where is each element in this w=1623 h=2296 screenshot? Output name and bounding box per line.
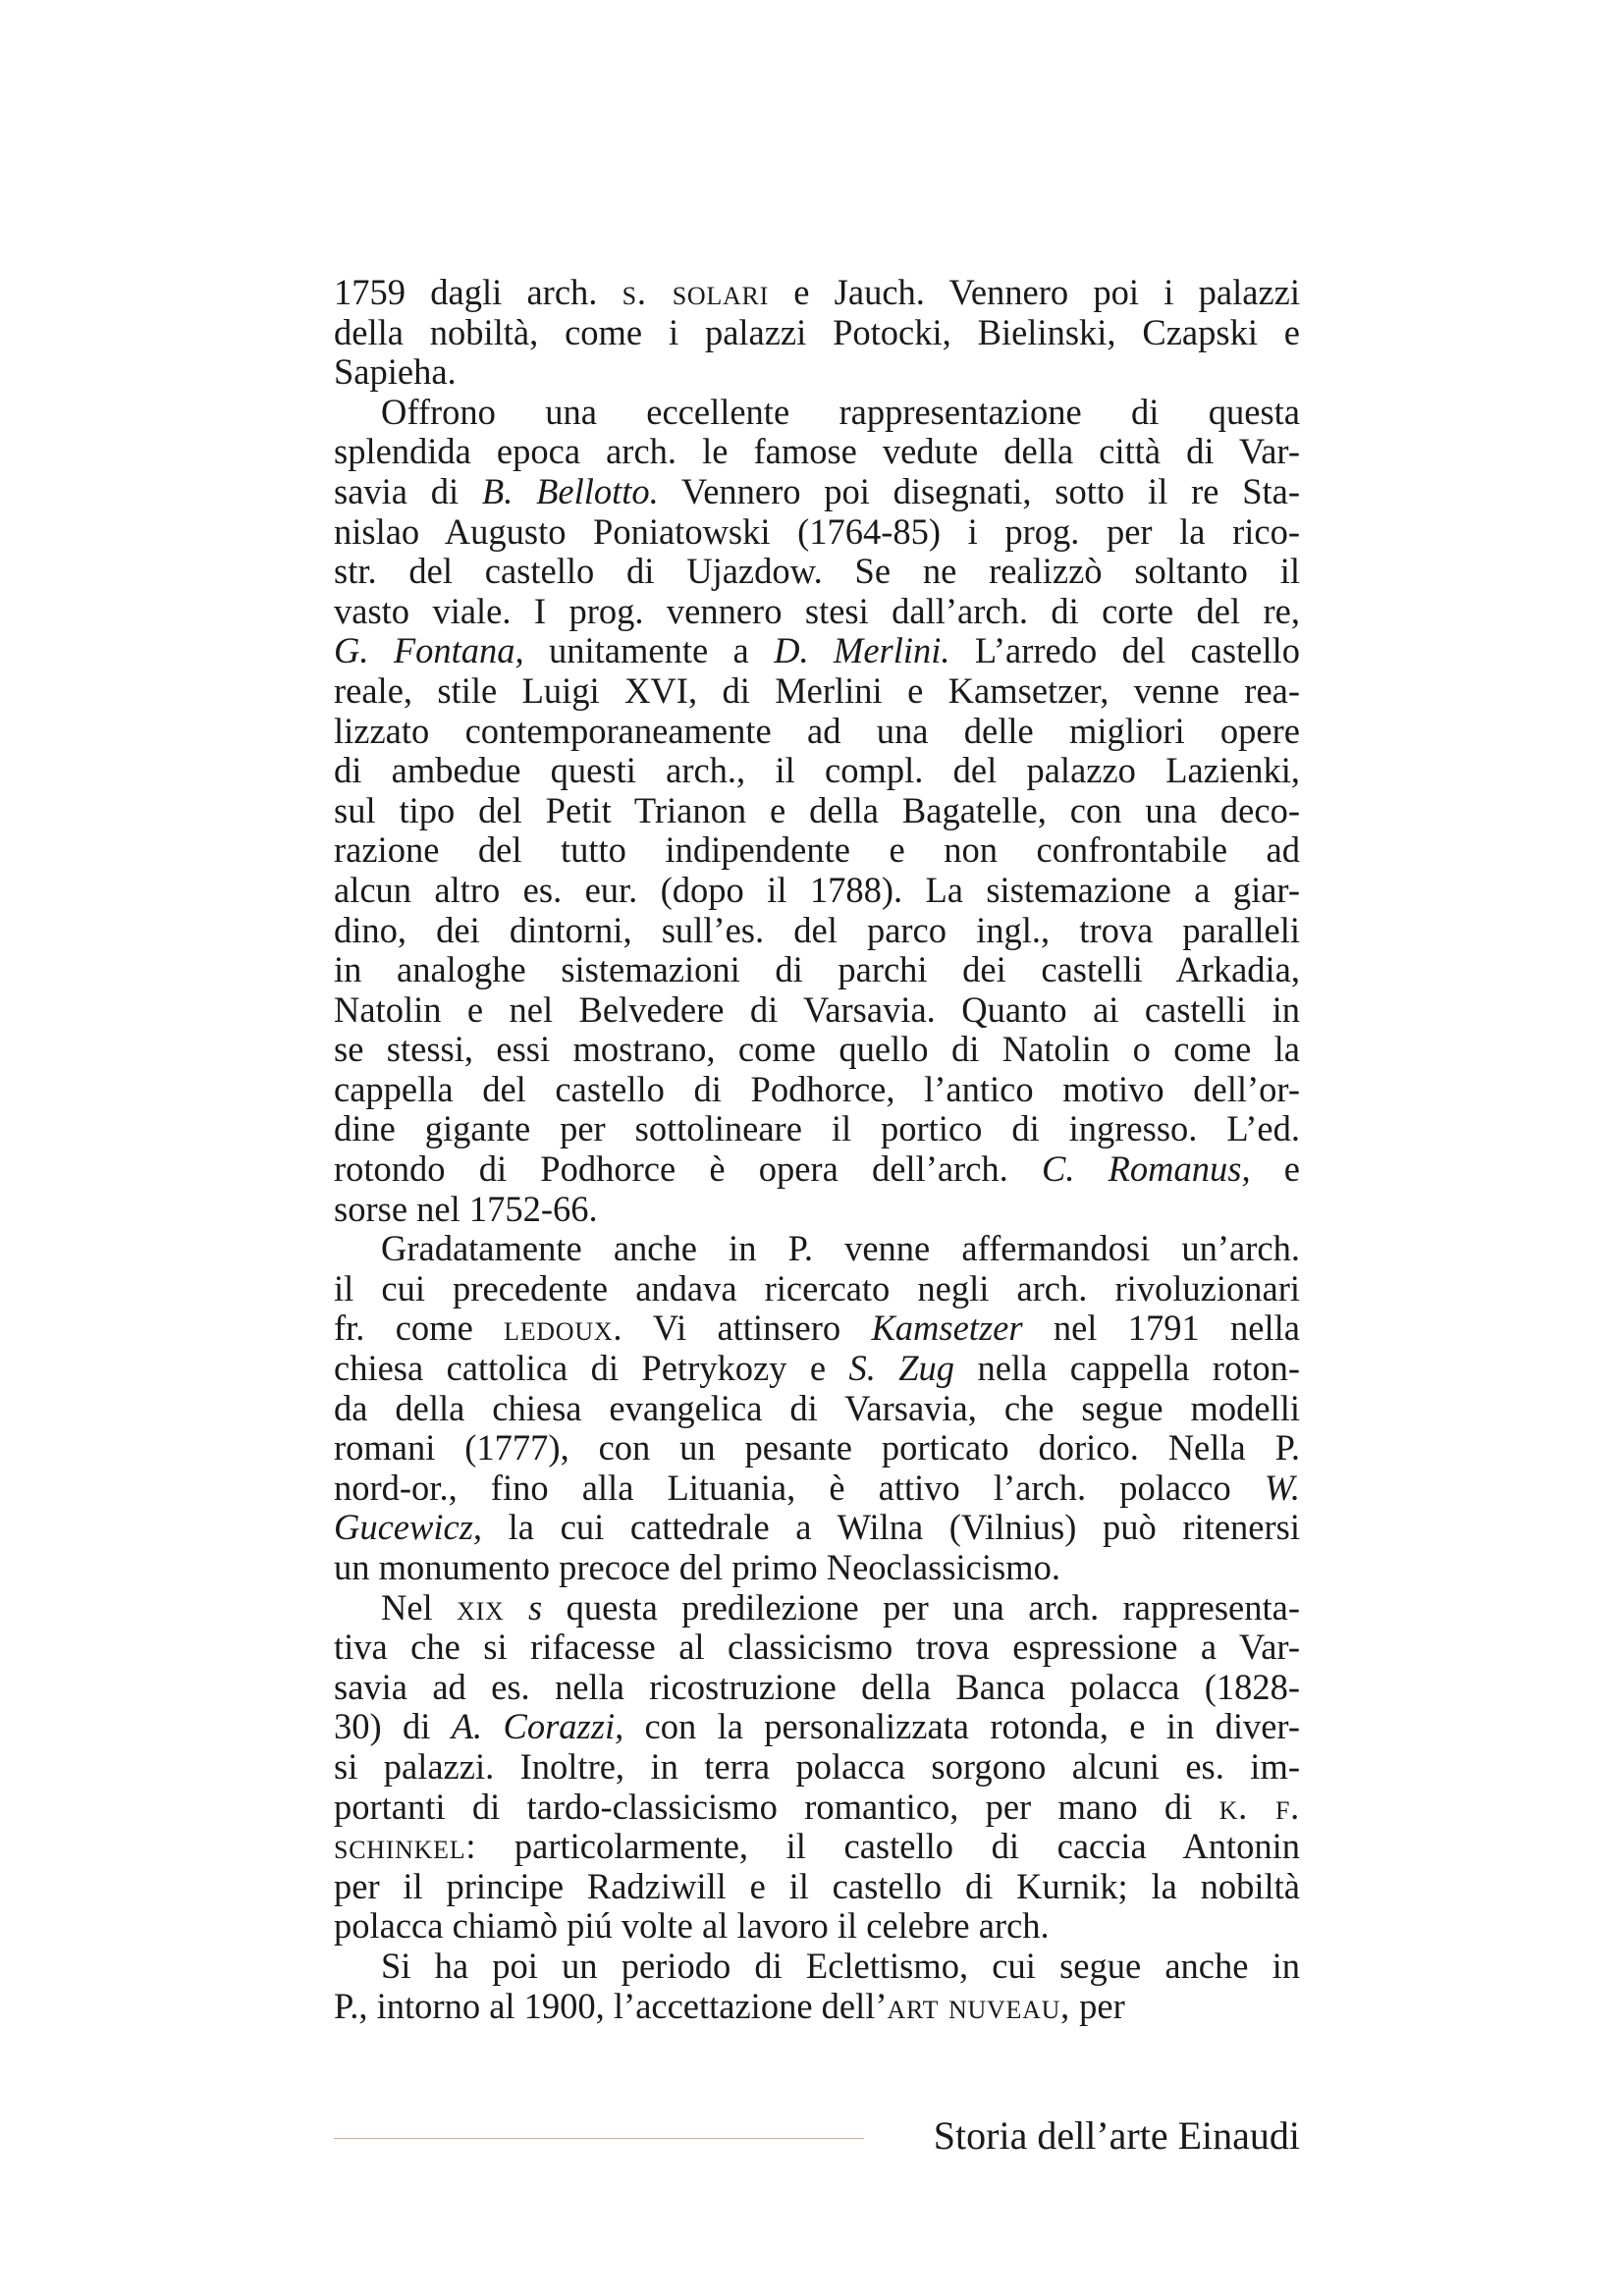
- text-run: particolarmente, il castello di caccia Antonin: [476, 1826, 1300, 1867]
- text-run: dine gigante per sottolineare il portico di ingresso. L’ed.: [334, 1108, 1300, 1149]
- text-line: [334, 1707, 1300, 1747]
- text-line: [334, 552, 1300, 592]
- text-run: di ambedue questi arch., il compl. del palazzo Lazienki,: [334, 750, 1300, 791]
- text-run: nella cappella roton-: [954, 1348, 1300, 1389]
- text-line: [334, 1508, 1300, 1548]
- text-line: [334, 791, 1300, 831]
- text-run: fr. come: [334, 1308, 505, 1349]
- text-run: nord-or., fino alla Lituania, è attivo l’arch. polacco: [334, 1467, 1265, 1508]
- text-run: alcun altro es. eur. (dopo il 1788). La sistemazione a giar-: [334, 869, 1300, 910]
- text-line: [334, 1947, 1300, 1987]
- text-line: [334, 1149, 1300, 1190]
- text-line: [334, 712, 1300, 752]
- text-run: rotondo di Podhorce è opera dell’arch.: [334, 1148, 1042, 1190]
- text-line: [334, 1349, 1300, 1389]
- text-line: [334, 1109, 1300, 1149]
- text-run: nislao Augusto Poniatowski (1764-85) i prog. per la rico-: [334, 510, 1300, 552]
- text-line: [334, 1788, 1300, 1828]
- text-line: [334, 1389, 1300, 1429]
- text-run: sorse nel 1752-66.: [334, 1188, 598, 1229]
- italic-name: A. Corazzi,: [451, 1706, 624, 1747]
- text-line: [334, 871, 1300, 911]
- text-run: se stessi, essi mostrano, come quello di Natolin o come la: [334, 1029, 1300, 1070]
- text-line: [334, 1070, 1300, 1110]
- text-run: lizzato contemporaneamente ad una delle migliori opere: [334, 710, 1300, 751]
- text-line: [334, 1190, 1300, 1230]
- small-caps-reference: art nuveau,: [887, 1985, 1071, 2026]
- text-line: [334, 352, 1300, 393]
- text-line: [334, 1269, 1300, 1309]
- text-run: e: [1250, 1148, 1300, 1190]
- text-line: [334, 1747, 1300, 1788]
- text-run: Si ha poi un periodo di Eclettismo, cui segue anche in: [381, 1945, 1300, 1986]
- text-run: la cui cattedrale a Wilna (Vilnius) può ritenersi: [482, 1507, 1300, 1548]
- text-line: [334, 512, 1300, 553]
- text-line: [334, 1668, 1300, 1708]
- body-text: [334, 273, 1300, 2026]
- text-line: [334, 1628, 1300, 1668]
- text-run: si palazzi. Inoltre, in terra polacca sorgono alcuni es. im-: [334, 1745, 1300, 1787]
- text-run: questa predilezione per una arch. rappresenta-: [542, 1586, 1301, 1628]
- italic-name: Gucewicz,: [334, 1507, 483, 1548]
- text-line: [334, 950, 1300, 990]
- small-caps-reference: xix: [457, 1586, 505, 1628]
- small-caps-reference: s. solari: [622, 272, 769, 312]
- text-run: 1759 dagli arch.: [334, 272, 622, 312]
- text-line: [334, 592, 1300, 632]
- text-run: Nel: [381, 1586, 458, 1628]
- text-run: str. del castello di Ujazdow. Se ne realizzò soltanto il: [334, 551, 1300, 592]
- text-run: L’arredo del castello: [949, 630, 1300, 671]
- italic-name: W.: [1264, 1467, 1300, 1508]
- text-line: [334, 1987, 1300, 2027]
- text-line: [334, 1428, 1300, 1468]
- footer-title: Storia dell’arte Einaudi: [933, 2113, 1300, 2158]
- text-run: reale, stile Luigi XVI, di Merlini e Kamsetzer, venne rea-: [334, 669, 1300, 711]
- small-caps-reference: k. f.: [1218, 1786, 1300, 1827]
- text-run: con la personalizzata rotonda, e in diver-: [623, 1706, 1300, 1747]
- text-line: [334, 273, 1300, 313]
- text-line: [334, 1468, 1300, 1509]
- text-line: [334, 313, 1300, 353]
- text-run: e Jauch. Vennero poi i palazzi: [768, 272, 1300, 312]
- text-run: savia di: [334, 470, 482, 511]
- text-run: tiva che si rifacesse al classicismo trova espressione a Var-: [334, 1627, 1300, 1668]
- italic-name: s: [527, 1586, 543, 1628]
- text-run: Gradatamente anche in P. venne affermandosi un’arch.: [381, 1228, 1300, 1269]
- text-run: chiesa cattolica di Petrykozy e: [334, 1348, 849, 1389]
- text-run: Vi attinsero: [622, 1308, 872, 1349]
- text-line: [334, 1030, 1300, 1070]
- text-run: P., intorno al 1900, l’accettazione dell’: [334, 1985, 888, 2026]
- text-run: nel 1791 nella: [1022, 1308, 1300, 1349]
- text-line: [334, 1827, 1300, 1867]
- small-caps-reference: schinkel:: [334, 1826, 477, 1867]
- text-run: Vennero poi disegnati, sotto il re Sta-: [658, 470, 1300, 511]
- text-line: [334, 1308, 1300, 1349]
- small-caps-reference: ledoux.: [504, 1308, 623, 1349]
- italic-name: Kamsetzer: [871, 1308, 1023, 1349]
- text-run: savia ad es. nella ricostruzione della Banca polacca (1828-: [334, 1666, 1300, 1707]
- text-run: 30) di: [334, 1706, 452, 1747]
- text-line: [334, 393, 1300, 433]
- text-run: splendida epoca arch. le famose vedute della città di Var-: [334, 431, 1300, 472]
- italic-name: G. Fontana,: [334, 630, 524, 671]
- text-line: [334, 911, 1300, 951]
- text-run: per il principe Radziwill e il castello di Kurnik; la nobiltà: [334, 1865, 1300, 1906]
- text-run: della nobiltà, come i palazzi Potocki, Bielinski, Czapski e: [334, 311, 1300, 352]
- text-run: un monumento precoce del primo Neoclassicismo.: [334, 1547, 1060, 1587]
- italic-name: S. Zug: [848, 1348, 955, 1389]
- text-line: [334, 990, 1300, 1031]
- italic-name: C. Romanus,: [1041, 1148, 1251, 1190]
- text-run: dino, dei dintorni, sull’es. del parco ingl., trova paralleli: [334, 909, 1300, 950]
- text-line: [334, 1906, 1300, 1947]
- text-run: sul tipo del Petit Trianon e della Bagatelle, con una deco-: [334, 789, 1300, 830]
- text-run: portanti di tardo-classicismo romantico, per mano di: [334, 1786, 1219, 1827]
- text-line: [334, 631, 1300, 671]
- text-line: [334, 1548, 1300, 1588]
- text-run: Natolin e nel Belvedere di Varsavia. Quanto ai castelli in: [334, 988, 1300, 1030]
- text-run: Offrono una eccellente rappresentazione di questa: [381, 391, 1300, 432]
- text-line: [334, 751, 1300, 791]
- text-run: romani (1777), con un pesante porticato dorico. Nella P.: [334, 1427, 1300, 1468]
- text-line: [334, 1588, 1300, 1629]
- italic-name: B. Bellotto.: [481, 470, 659, 511]
- italic-name: D. Merlini.: [774, 630, 950, 671]
- text-line: [334, 432, 1300, 472]
- text-run: vasto viale. I prog. vennero stesi dall’arch. di corte del re,: [334, 590, 1300, 631]
- text-line: [334, 472, 1300, 512]
- text-line: [334, 1867, 1300, 1907]
- text-run: il cui precedente andava ricercato negli arch. rivoluzionari: [334, 1267, 1300, 1308]
- text-line: [334, 830, 1300, 871]
- text-run: polacca chiamò piú volte al lavoro il celebre arch.: [334, 1905, 1050, 1947]
- text-run: in analoghe sistemazioni di parchi dei castelli Arkadia,: [334, 949, 1300, 990]
- text-run: [505, 1587, 528, 1628]
- text-run: Sapieha.: [334, 351, 457, 393]
- text-run: per: [1070, 1985, 1125, 2026]
- text-line: [334, 1229, 1300, 1269]
- text-run: da della chiesa evangelica di Varsavia, che segue modelli: [334, 1387, 1300, 1428]
- text-run: unitamente a: [523, 630, 775, 671]
- text-run: cappella del castello di Podhorce, l’antico motivo dell’or-: [334, 1068, 1300, 1109]
- text-line: [334, 671, 1300, 712]
- footer-rule: [334, 2138, 864, 2139]
- text-run: razione del tutto indipendente e non confrontabile ad: [334, 829, 1300, 871]
